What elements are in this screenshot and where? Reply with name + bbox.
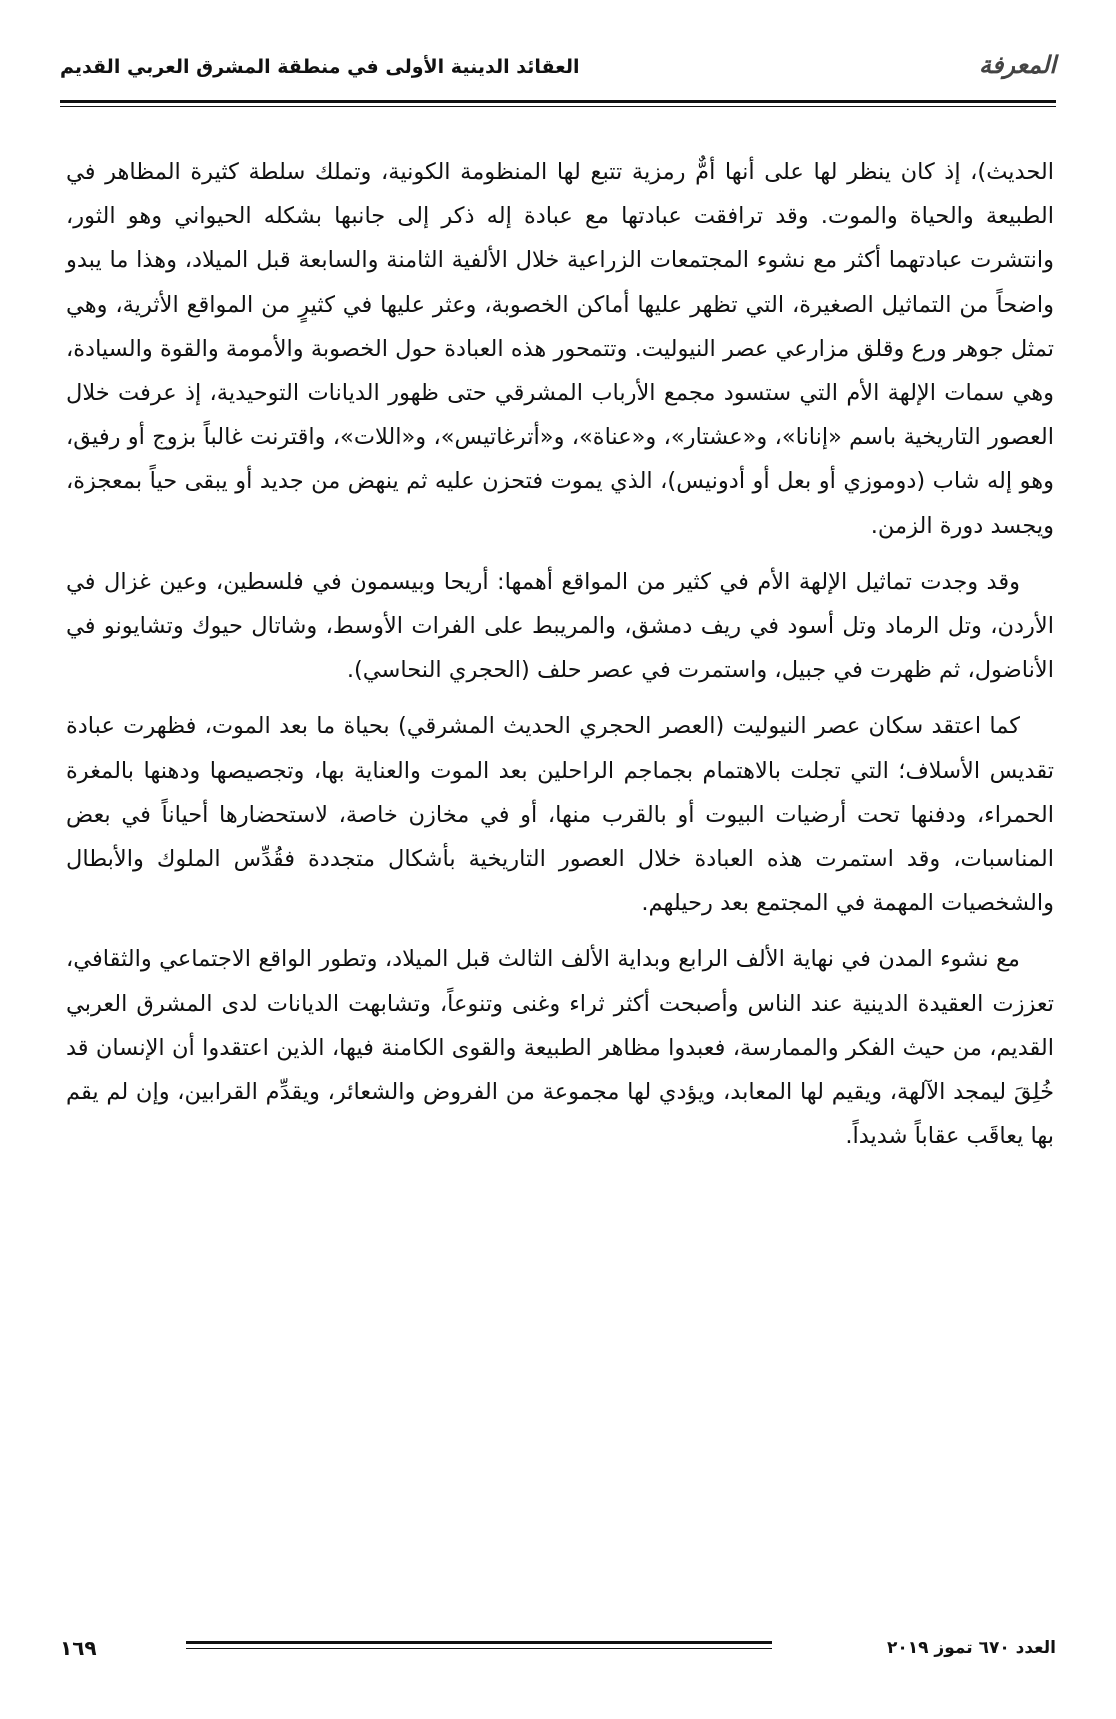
issue-info: العدد ٦٧٠ تموز ٢٠١٩ bbox=[887, 1638, 1056, 1658]
paragraph-1: الحديث)، إذ كان ينظر لها على أنها أمٌّ رمزية تتبع لها المنظومة الكونية، وتملك سلطة كثيرة المظاهر في الطبيعة والحياة والموت. وقد ترافقت عبادتها مع عبادة إله ذكر إلى جانبها بشكله الحيواني وهو الثور، وانتشرت عبادتهما أكثر مع نشوء المجتمعات الزراعية خلال الألفية الثامنة والسابعة قبل الميلاد، وهذا ما يبدو واضحاً من التماثيل الصغيرة، التي تظهر عليها أماكن الخصوبة، وعثر عليها في كثيرٍ من المواقع الأثرية، وهي تمثل جوهر ورع وقلق مزارعي عصر النيوليت. وتتمحور هذه العبادة حول الخصوبة والأمومة والقوة والسيادة، وهي سمات الإلهة الأم التي ستسود مجمع الأرباب المشرقي حتى ظهور الديانات التوحيدية، إذ عرفت خلال العصور التاريخية باسم «إنانا»، و«عشتار»، و«عناة»، و«أترغاتيس»، و«اللات»، واقترنت غالباً بزوج أو رفيق، وهو إله شاب (دوموزي أو بعل أو أدونيس)، الذي يموت فتحزن عليه ثم ينهض من جديد أو يبقى حياً بمعجزة، ويجسد دورة الزمن. bbox=[66, 159, 1054, 539]
header-rule-thin bbox=[60, 106, 1056, 107]
page-footer bbox=[60, 1636, 1056, 1666]
article-body bbox=[66, 150, 1054, 1170]
header-rule-thick bbox=[60, 100, 1056, 103]
paragraph-2: وقد وجدت تماثيل الإلهة الأم في كثير من المواقع أهمها: أريحا وبيسمون في فلسطين، وعين غزال في الأردن، وتل الرماد وتل أسود في ريف دمشق، والمريبط على الفرات الأوسط، وشاتال حيوك وتشايونو في الأناضول، ثم ظهرت في جبيل، واستمرت في عصر حلف (الحجري النحاسي). bbox=[66, 568, 1054, 684]
magazine-logo: المعرفة bbox=[978, 50, 1056, 79]
page-header bbox=[60, 46, 1056, 96]
paragraph-3: كما اعتقد سكان عصر النيوليت (العصر الحجري الحديث المشرقي) بحياة ما بعد الموت، فظهرت عبادة تقديس الأسلاف؛ التي تجلت بالاهتمام بجماجم الراحلين بعد الموت والعناية بها، وتجصيصها ودهنها بالمغرة الحمراء، ودفنها تحت أرضيات البيوت أو بالقرب منها، أو في مخازن خاصة، لاستحضارها أحياناً في بعض المناسبات، وقد استمرت هذه العبادة خلال العصور التاريخية بأشكال متجددة فقُدِّس الملوك والأبطال والشخصيات المهمة في المجتمع بعد رحيلهم. bbox=[66, 713, 1054, 917]
running-title: العقائد الدينية الأولى في منطقة المشرق العربي القديم bbox=[60, 56, 580, 78]
page-number: ١٦٩ bbox=[60, 1636, 97, 1660]
paragraph-4: مع نشوء المدن في نهاية الألف الرابع وبداية الألف الثالث قبل الميلاد، وتطور الواقع الاجتماعي والثقافي، تعززت العقيدة الدينية عند الناس وأصبحت أكثر ثراء وغنى وتنوعاً، وتشابهت الديانات لدى المشرق العربي القديم، من حيث الفكر والممارسة، فعبدوا مظاهر الطبيعة والقوى الكامنة فيها، الذين اعتقدوا أن الإنسان قد خُلِقَ ليمجد الآلهة، ويقيم لها المعابد، ويؤدي لها مجموعة من الفروض والشعائر، ويقدِّم القرابين، وإن لم يقم بها يعاقَب عقاباً شديداً. bbox=[66, 946, 1054, 1150]
